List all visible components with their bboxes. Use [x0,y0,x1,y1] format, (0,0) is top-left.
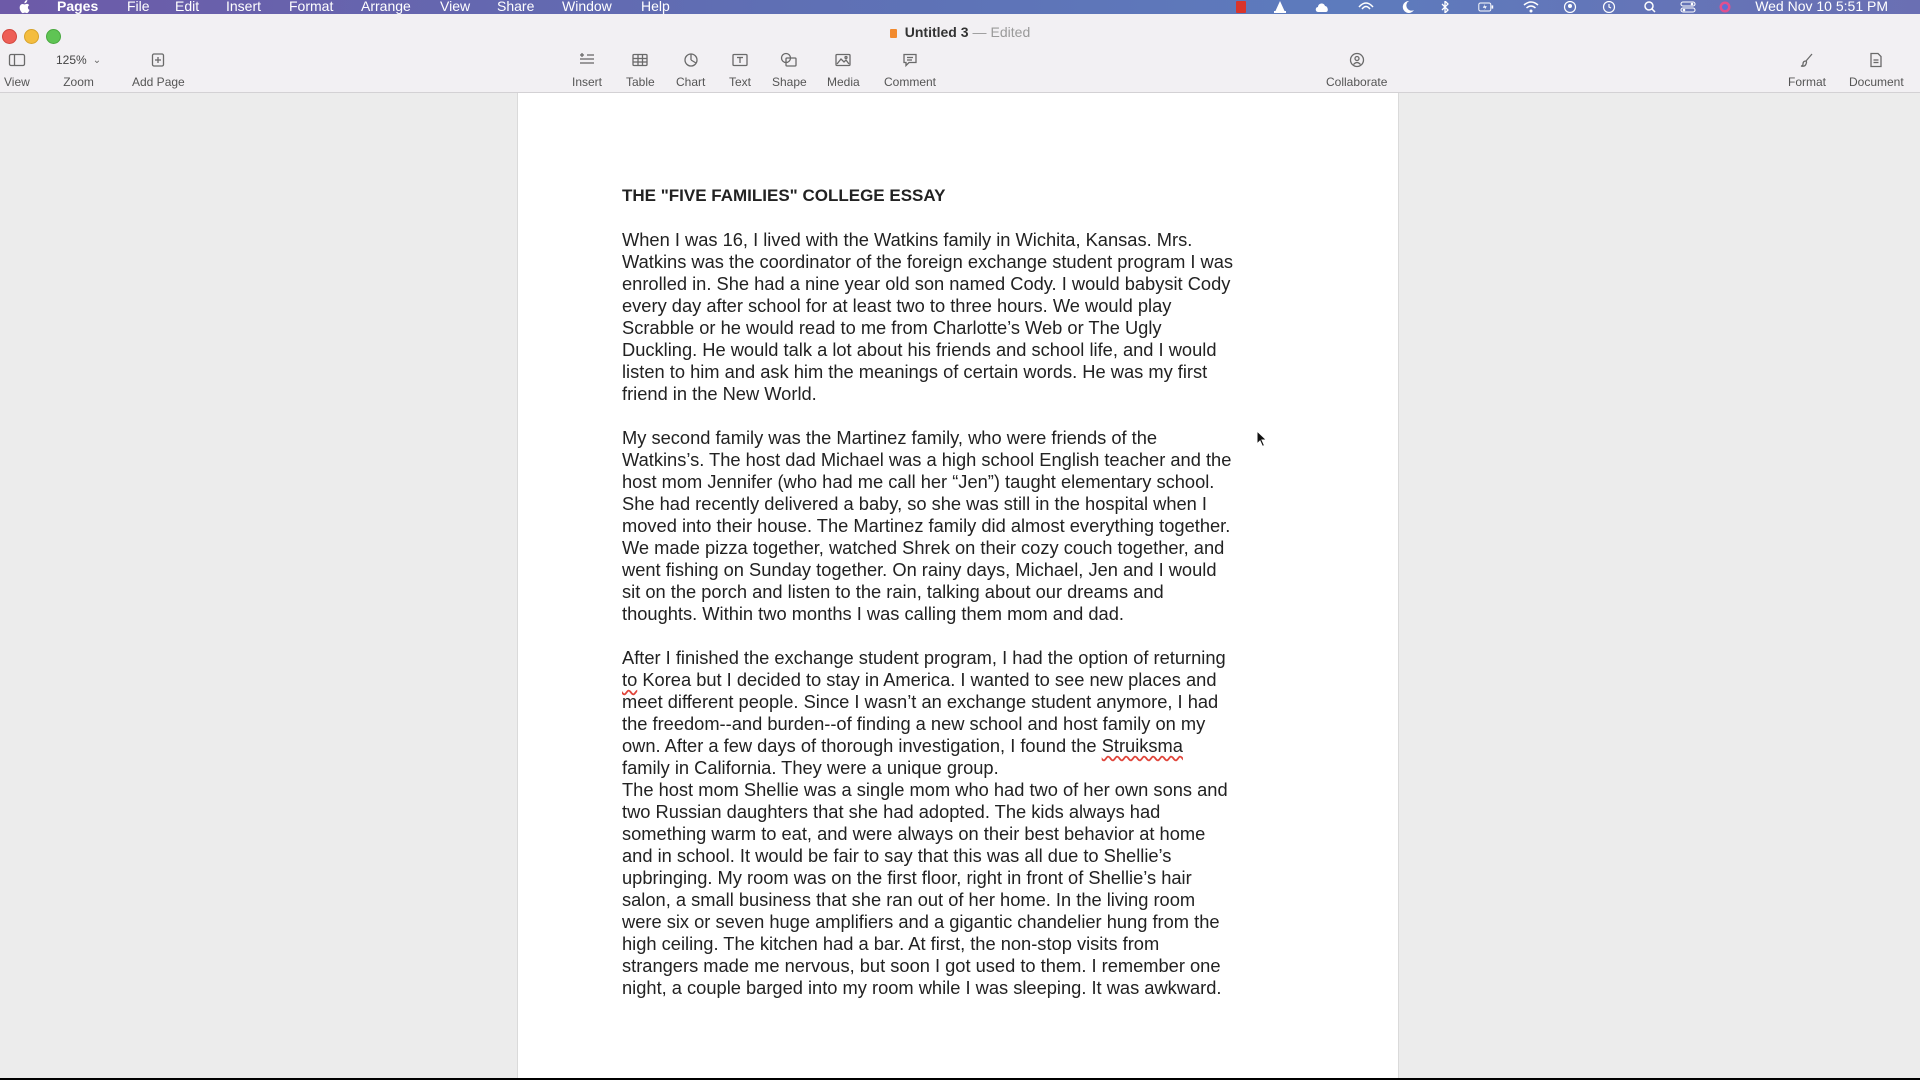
control-center-icon[interactable] [1679,0,1697,14]
zoom-select[interactable] [56,50,101,70]
chart-button[interactable] [676,50,705,89]
paragraph-3[interactable] [622,647,1312,779]
essay-title[interactable]: THE "FIVE FAMILIES" COLLEGE ESSAY [622,186,946,205]
spotlight-search-icon[interactable] [1641,0,1659,14]
menu-window[interactable]: Window [562,0,612,14]
document-title-bar [0,24,1920,40]
document-status: Edited [990,24,1031,40]
collaborate-label: Collaborate [1326,75,1388,89]
paragraph-3-end: family in California. They were a unique group. [622,757,999,778]
misspelled-word-to[interactable]: to [622,669,638,690]
shape-button[interactable] [772,50,807,89]
add-page-button[interactable] [132,50,185,89]
collaborate-button[interactable] [1326,50,1387,89]
time-machine-icon[interactable] [1600,0,1618,14]
chart-label: Chart [676,75,706,89]
format-label: Format [1788,75,1827,89]
menu-edit[interactable]: Edit [175,0,200,14]
vlc-icon[interactable] [1271,0,1289,14]
table-label: Table [626,75,655,89]
zoom-value: 125% [56,53,87,67]
paragraph-2[interactable]: My second family was the Martinez family, who were friends of the Watkins’s. The host dad Michael was a high school English teacher and the host mom Jennifer (who had me call her “Jen”) taught elementary school. She had recently delivered a baby, so she was still in the hospital when I moved into their house. The Martinez family did almost everything together. We made pizza together, watched Shrek on their cozy couch together, and went fishing on Sunday together. On rainy days, Michael, Jen and I would sit on the porch and listen to the rain, talking about our dreams and thoughts. Within two months I was calling them mom and dad. [622,427,1232,624]
text-button[interactable] [729,50,751,89]
window-toolbar [0,14,1920,93]
menu-view[interactable]: View [440,0,471,14]
paragraph-4[interactable]: The host mom Shellie was a single mom who had two of her own sons and two Russian daughters that she had adopted. The kids always had something warm to eat, and were always on their best behavior at home and in school. It would be fair to say that this was all due to Shellie’s upbringing. My room was on the first floor, right in front of Shellie’s hair salon, a small business that she ran out of her home. In the living room were six or seven huge amplifiers and a gigantic chandelier hung from the high ceiling. The kitchen had a bar. At first, the non-stop visits from strangers made me nervous, but soon I got used to them. I remember one night, a couple barged into my room while I was sleeping. It was awkward. [622,779,1228,998]
add-page-label: Add Page [132,75,185,89]
insert-button[interactable] [572,50,602,89]
text-box-icon [731,50,749,70]
document-label: Document [1849,75,1904,89]
menu-bar [0,0,1920,14]
bluetooth-icon[interactable] [1436,0,1454,14]
document-title[interactable]: Untitled 3 [904,24,969,40]
page-body-text[interactable] [622,185,1312,999]
comment-label: Comment [884,75,937,89]
shape-icon [780,50,798,70]
pages-doc-icon [890,29,897,38]
media-button[interactable] [827,50,860,89]
table-button[interactable] [626,50,655,89]
view-label: View [4,75,30,89]
cloud-icon[interactable] [1313,0,1331,14]
paintbrush-icon [1798,50,1816,70]
insert-icon [578,50,596,70]
menu-arrange[interactable]: Arrange [361,0,411,14]
sidebar-icon [8,50,26,70]
document-icon [1867,50,1885,70]
document-button[interactable] [1849,50,1904,89]
zoom-control[interactable] [56,50,101,89]
moon-icon[interactable] [1399,0,1417,14]
menu-help[interactable]: Help [641,0,670,14]
accessibility-icon[interactable] [1357,0,1375,14]
paragraph-3-middle: meet different people. Since I wasn’t an exchange student anymore, I had the freedom--and burden--of finding a new school and host family on my own. After a few days of thorough investigation, I found the [622,691,1219,756]
comment-icon [901,50,919,70]
siri-icon[interactable] [1716,0,1734,14]
chevron-down-icon: ⌄ [92,54,102,66]
document-page[interactable] [517,93,1399,1078]
zoom-label: Zoom [63,75,94,89]
user-icon[interactable] [1561,0,1579,14]
collaborate-icon [1348,50,1366,70]
menu-format[interactable]: Format [289,0,334,14]
misspelled-word-struiksma[interactable]: Struiksma [1101,735,1183,756]
chart-icon [682,50,700,70]
recording-icon[interactable] [1232,0,1250,14]
apple-menu-icon[interactable] [16,0,32,14]
media-label: Media [827,75,860,89]
menu-insert[interactable]: Insert [226,0,262,14]
menu-app-pages[interactable]: Pages [57,0,99,14]
menu-share[interactable]: Share [497,0,535,14]
shape-label: Shape [772,75,807,89]
title-separator: — [972,24,987,40]
wifi-icon[interactable] [1522,0,1540,14]
menubar-clock[interactable]: Wed Nov 10 5:51 PM [1755,0,1888,14]
insert-label: Insert [572,75,603,89]
text-label: Text [729,75,752,89]
menu-file[interactable]: File [127,0,150,14]
document-canvas[interactable] [0,93,1920,1078]
view-button[interactable] [4,50,30,89]
paragraph-3-line-2: Korea but I decided to stay in America. I wanted to see new places and [637,669,1217,690]
battery-icon[interactable] [1477,0,1495,14]
paragraph-3-line-1: After I finished the exchange student program, I had the option of returning [622,647,1226,668]
add-page-icon [149,50,167,70]
paragraph-1[interactable]: When I was 16, I lived with the Watkins family in Wichita, Kansas. Mrs. Watkins was the coordinator of the foreign exchange student program I was enrolled in. She had a nine year old son named Cody. I would babysit Cody every day after school for at least two to three hours. We would play Scrabble or he would read to me from Charlotte’s Web or The Ugly Duckling. He would talk a lot about his friends and school life, and I would listen to him and ask him the meanings of certain words. He was my first friend in the New World. [622,229,1234,404]
table-icon [631,50,649,70]
mouse-pointer-icon [1256,430,1268,448]
format-button[interactable] [1788,50,1826,89]
media-icon [834,50,852,70]
comment-button[interactable] [884,50,936,89]
